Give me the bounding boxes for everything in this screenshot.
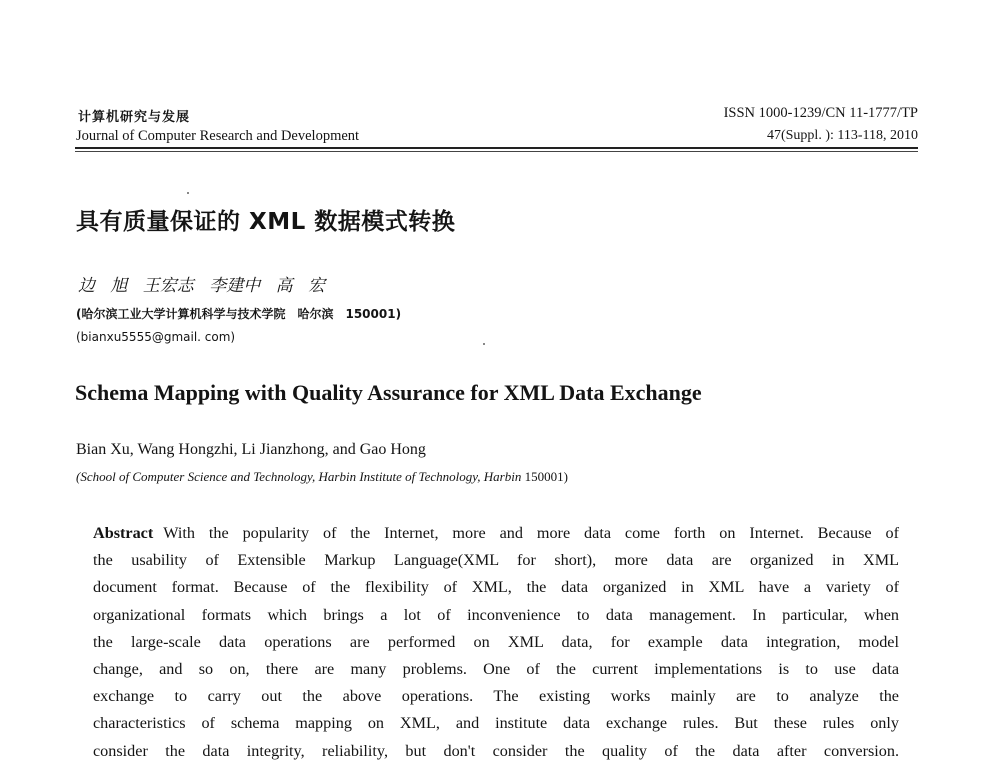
header-rule-thick: [75, 147, 918, 149]
scan-speck: [483, 343, 485, 345]
paper-title-en: Schema Mapping with Quality Assurance for XML Data Exchange: [75, 380, 702, 405]
header-rule-thin: [75, 151, 918, 152]
abstract-line: change, and so on, there are many problems. One of the current implementations is to use data: [93, 659, 899, 678]
volume-pages-year: 47(Suppl. ): 113-118, 2010: [766, 128, 918, 143]
affiliation-cn: (哈尔滨工业大学计算机科学与技术学院 哈尔滨 150001): [76, 307, 402, 321]
author-email: (bianxu5555@gmail. com): [76, 330, 236, 344]
abstract-line: exchange to carry out the above operations. The existing works mainly are to analyze the: [93, 687, 899, 706]
journal-name-cn: 计算机研究与发展: [78, 110, 191, 125]
abstract-label: Abstract: [93, 524, 154, 542]
abstract-line: document format. Because of the flexibility of XML, the data organized in XML have a variety of: [93, 578, 899, 597]
abstract-line: the large-scale data operations are performed on XML data, for example data integration, model: [93, 632, 899, 651]
affiliation-en-text: (School of Computer Science and Technology, Harbin Institute of Technology, Harbin: [76, 469, 525, 484]
abstract-line: Abstract With the popularity of the Internet, more and more data come forth on Internet. Because of: [93, 524, 899, 542]
issn-label: ISSN 1000-1239/CN 11-1777/TP: [723, 105, 918, 121]
paper-title-cn: 具有质量保证的 XML 数据模式转换: [76, 209, 456, 235]
authors-en: Bian Xu, Wang Hongzhi, Li Jianzhong, and Gao Hong: [76, 441, 426, 458]
abstract-section: [93, 520, 899, 765]
abstract-line: characteristics of schema mapping on XML, and institute data exchange rules. But these rules only: [93, 714, 899, 733]
abstract-line: organizational formats which brings a lot of inconvenience to data management. In particular, when: [93, 605, 899, 624]
abstract-line: the usability of Extensible Markup Language(XML for short), more data are organized in XML: [93, 551, 899, 570]
journal-name-en: Journal of Computer Research and Development: [76, 128, 360, 144]
authors-cn: 边 旭 王宏志 李建中 高 宏: [78, 276, 326, 296]
affiliation-en: [76, 469, 568, 485]
scan-speck: [187, 192, 189, 194]
affiliation-en-postcode: 150001): [524, 469, 568, 484]
abstract-line: consider the data integrity, reliability, but don't consider the quality of the data after conversion.: [93, 741, 899, 760]
